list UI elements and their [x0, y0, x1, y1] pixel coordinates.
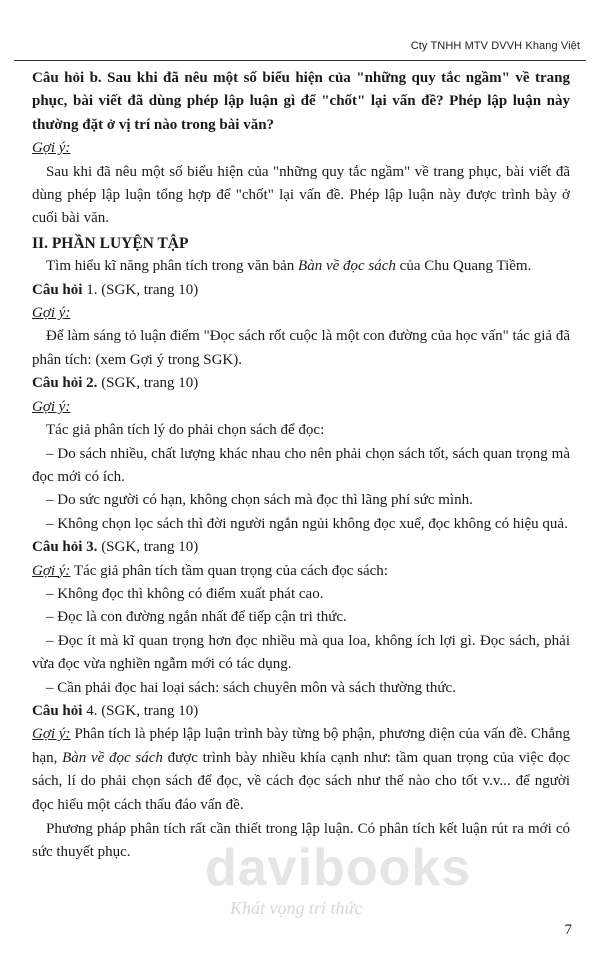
question-2-bullet: – Do sức người có hạn, không chọn sách mà đọc thì lãng phí sức mình. [46, 492, 473, 509]
question-1-hint-label: Gợi ý: [32, 305, 71, 322]
question-4-answer-title: Bàn về đọc sách [62, 749, 163, 766]
question-3-intro: Tác giả phân tích tầm quan trọng của cách đọc sách: [70, 562, 388, 579]
section-title: II. PHẦN LUYỆN TẬP [32, 234, 189, 252]
question-4-answer-a: Phân tích là phép lập luận trình bày từng bộ phận, phương diện của vấn đề. Chẳng hạn, [32, 726, 570, 766]
page-content [32, 67, 570, 865]
question-1-ref: 1. (SGK, trang 10) [82, 281, 199, 298]
question-2-hint-label: Gợi ý: [32, 398, 71, 415]
header-divider [14, 60, 586, 61]
question-b-text: Câu hỏi b. Sau khi đã nêu một số biểu hiện của "những quy tắc ngầm" về trang phục, bài viết đã dùng phép lập luận gì để "chốt" lại vấn đề? Phép lập luận này thường đặt ở vị trí nào trong bài văn? [32, 70, 570, 133]
question-3-intro-line [32, 560, 570, 583]
question-3-bullet: – Đọc ít mà kĩ quan trọng hơn đọc nhiều mà qua loa, không ích lợi gì. Đọc sách, phải vừa đọc vừa nghiền ngẫm mới có tác dụng. [32, 632, 570, 673]
question-b-answer: Sau khi đã nêu một số biểu hiện của "những quy tắc ngầm" về trang phục, bài viết đã dùng phép lập luận tổng hợp để "chốt" lại vấn đề. Phép lập luận này được trình bày ở cuối bài văn. [32, 163, 570, 227]
question-3-ref: (SGK, trang 10) [97, 539, 199, 556]
section-intro [32, 255, 570, 278]
question-4-heading [32, 700, 570, 723]
question-3-hint-label: Gợi ý: [32, 562, 71, 579]
section-intro-title: Bàn về đọc sách [298, 258, 396, 275]
watermark-tagline: Khát vọng tri thức [230, 898, 363, 918]
question-3-bullet: – Cần phải đọc hai loại sách: sách chuyên môn và sách thường thức. [46, 679, 456, 696]
question-2-ref: (SGK, trang 10) [97, 375, 199, 392]
question-1-label: Câu hỏi [32, 281, 83, 298]
question-1-answer: Để làm sáng tỏ luận điểm "Đọc sách rốt cuộc là một con đường của học vấn" tác giả đã phân tích: (xem Gợi ý trong SGK). [32, 328, 570, 368]
question-4-closing: Phương pháp phân tích rất cần thiết trong lập luận. Có phân tích kết luận rút ra mới có sức thuyết phục. [32, 821, 570, 861]
watermark-brand: davibooks [205, 839, 472, 897]
question-b-hint-label: Gợi ý: [32, 140, 71, 157]
question-4-ref: 4. (SGK, trang 10) [82, 702, 199, 719]
page-number: 7 [564, 922, 572, 938]
section-intro-prefix: Tìm hiểu kĩ năng phân tích trong văn bản [46, 258, 299, 275]
question-3-heading [32, 536, 570, 559]
question-3-bullet: – Đọc là con đường ngắn nhất để tiếp cận tri thức. [46, 609, 347, 626]
question-4-answer-b: được trình bày nhiều khía cạnh như: tầm quan trọng của việc đọc sách, lí do phải chọn sách để đọc, về cách đọc sách như thế nào cho tốt v.v... để người đọc hiểu một cách thấu đáo vấn đề. [32, 749, 570, 813]
question-3-bullet: – Không đọc thì không có điểm xuất phát cao. [46, 585, 324, 602]
question-2-bullet: – Do sách nhiều, chất lượng khác nhau cho nên phải chọn sách tốt, sách quan trọng mà đọc mới có ích. [32, 445, 570, 485]
question-4-label: Câu hỏi [32, 702, 83, 719]
publisher-header: Cty TNHH MTV DVVH Khang Việt [410, 40, 580, 52]
question-4-hint-label: Gợi ý: [32, 726, 71, 743]
question-1-heading [32, 279, 570, 302]
question-2-intro: Tác giả phân tích lý do phải chọn sách để đọc: [46, 422, 325, 439]
question-4-answer [32, 723, 570, 817]
question-2-bullet: – Không chọn lọc sách thì đời người ngắn ngủi không đọc xuể, đọc không có hiệu quả. [46, 515, 568, 532]
question-2-heading [32, 372, 570, 395]
section-intro-suffix: của Chu Quang Tiềm. [395, 258, 532, 275]
question-3-label: Câu hỏi 3. [32, 539, 98, 556]
question-2-label: Câu hỏi 2. [32, 375, 98, 392]
